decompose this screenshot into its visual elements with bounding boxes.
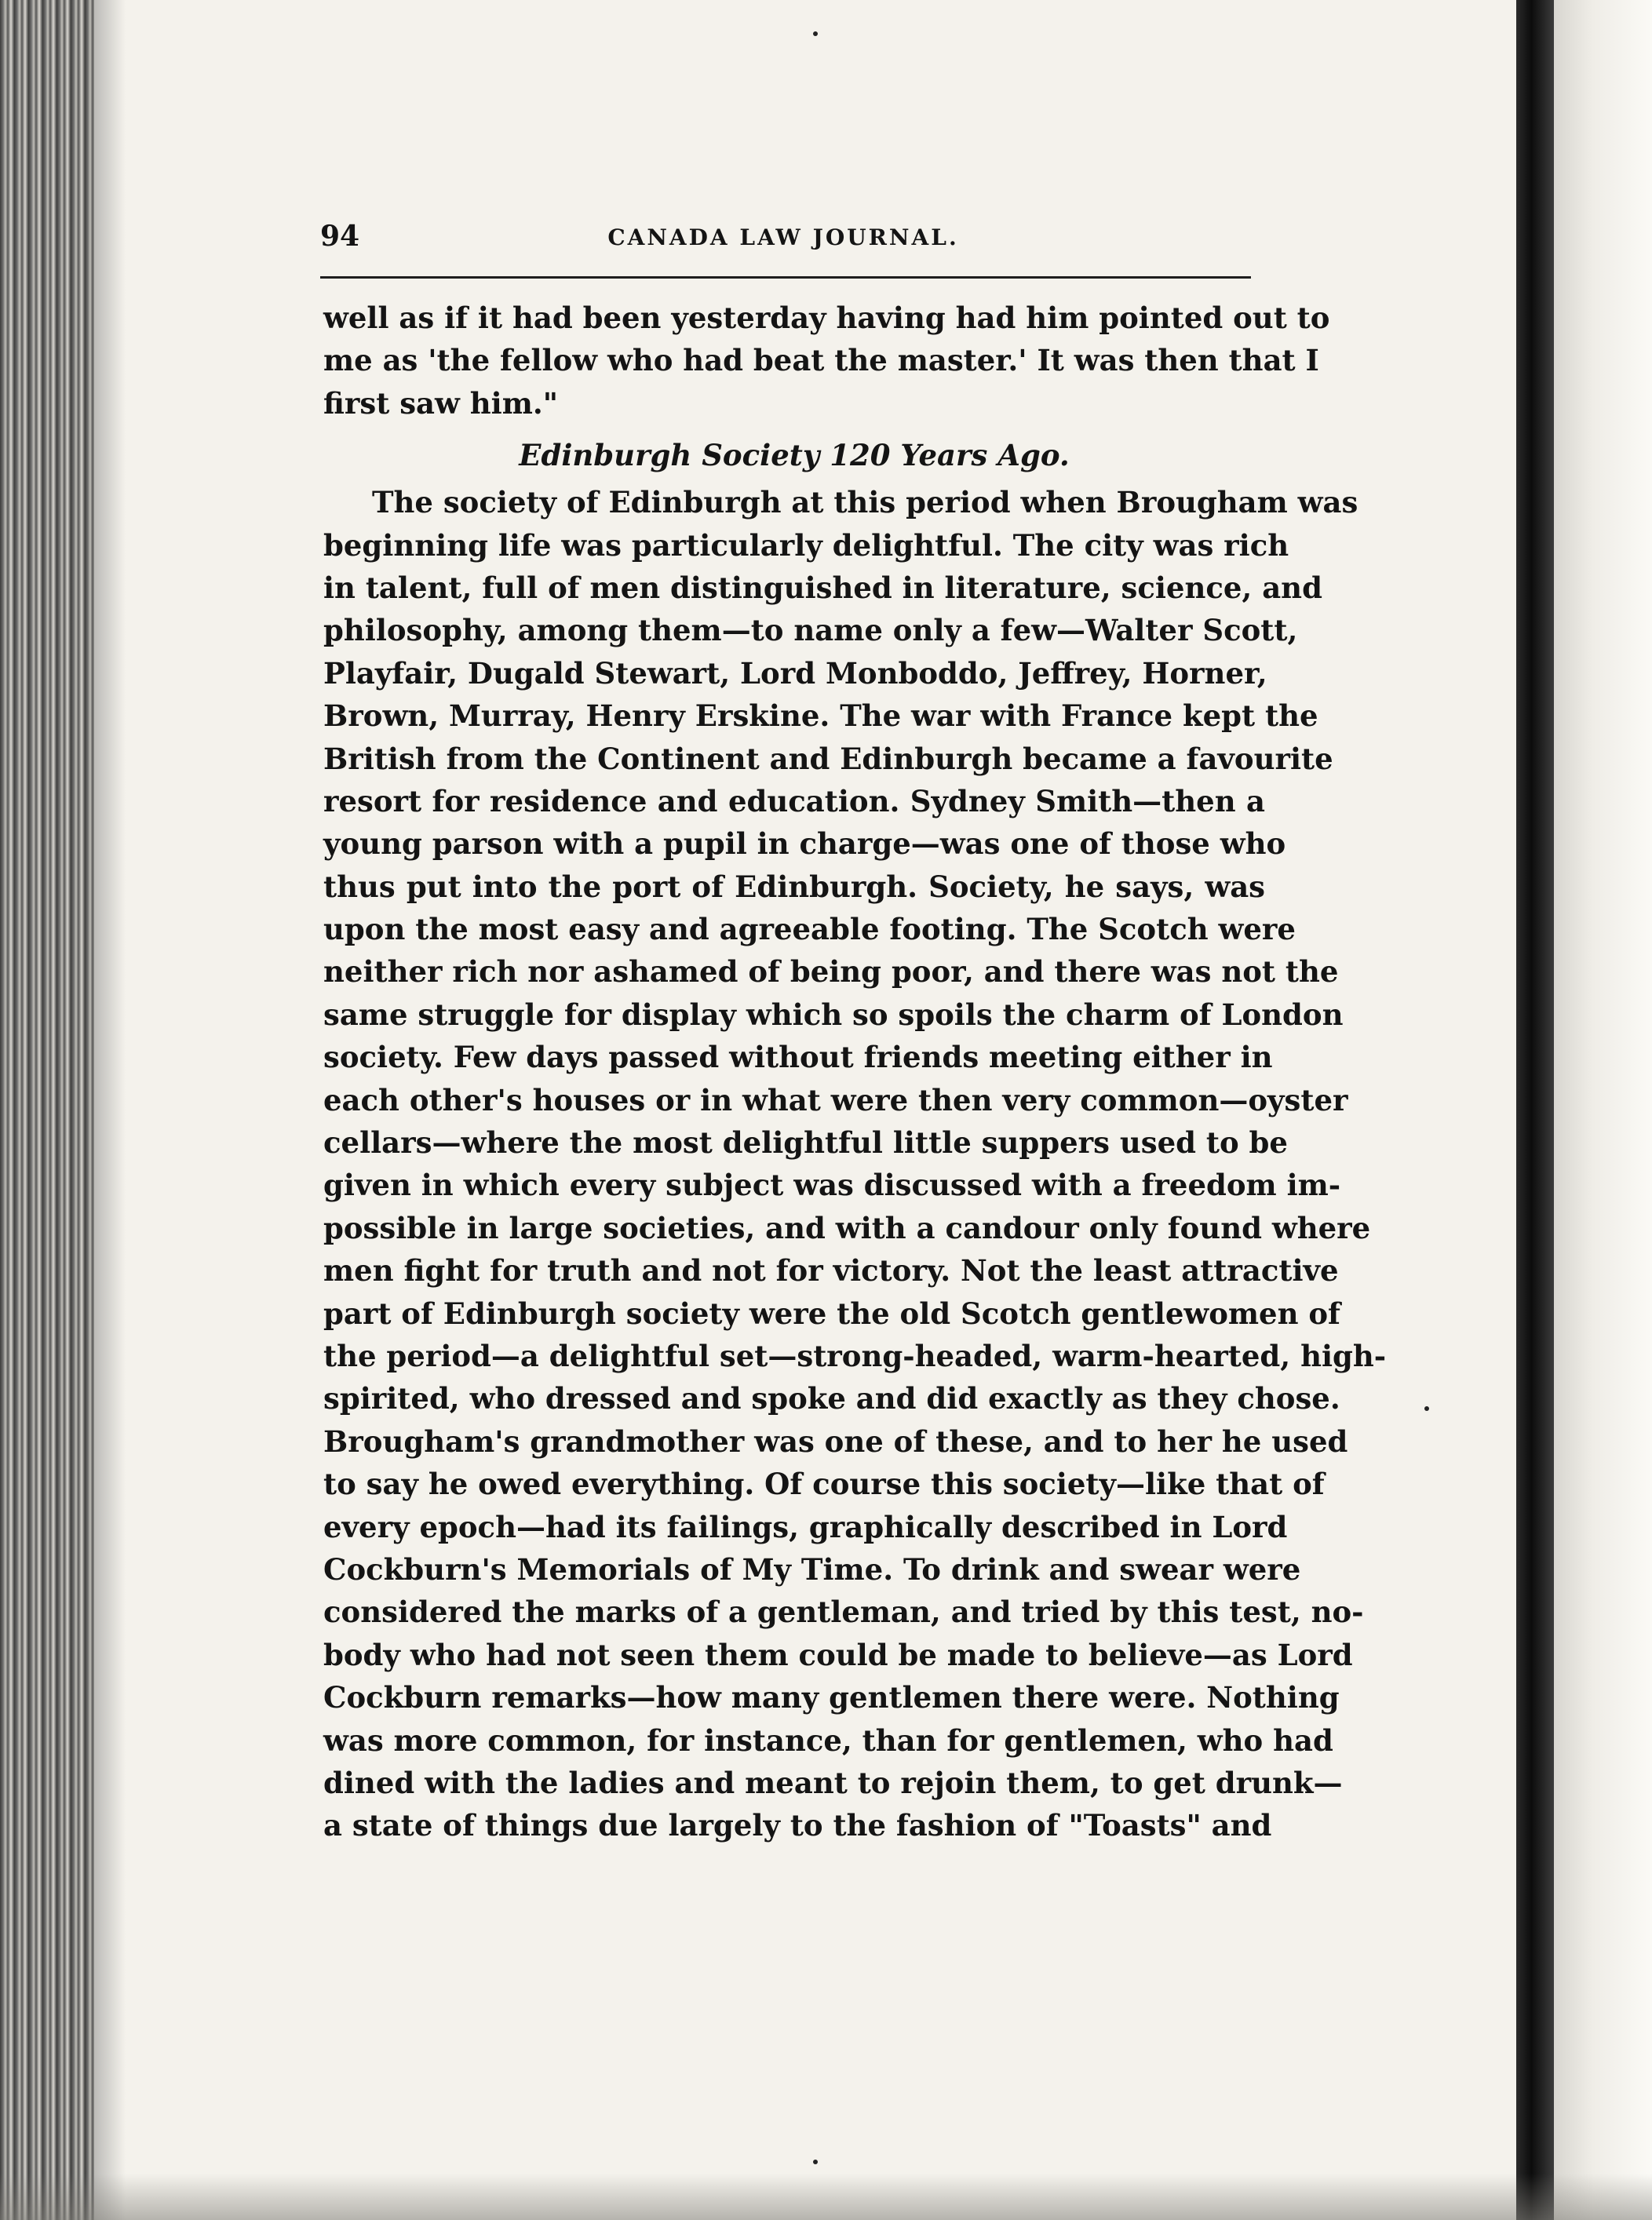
scan-right-page-edge xyxy=(1554,0,1652,2220)
text-line: cellars—where the most delightful little suppers used to be xyxy=(323,1125,1288,1161)
text-line: British from the Continent and Edinburgh became a favourite xyxy=(323,741,1333,776)
text-line: upon the most easy and agreeable footing. The Scotch were xyxy=(323,912,1296,947)
text-line: society. Few days passed without friends meeting either in xyxy=(323,1040,1273,1075)
text-line: part of Edinburgh society were the old Scotch gentlewomen of xyxy=(323,1296,1340,1331)
text-line: Cockburn remarks—how many gentlemen there were. Nothing xyxy=(323,1680,1340,1715)
text-line: each other's houses or in what were then very common—oyster xyxy=(323,1082,1348,1117)
scan-left-edge xyxy=(0,0,94,2220)
scan-speck xyxy=(1424,1406,1429,1411)
text-line: possible in large societies, and with a candour only found where xyxy=(323,1210,1371,1245)
text-line: first saw him." xyxy=(323,385,558,421)
running-head: CANADA LAW JOURNAL. xyxy=(607,224,959,250)
scan-right-binding xyxy=(1516,0,1554,2220)
text-line: Playfair, Dugald Stewart, Lord Monboddo, Jeffrey, Horner, xyxy=(323,655,1267,691)
text-line: men fight for truth and not for victory. Not the least attractive xyxy=(323,1253,1339,1289)
text-line: a state of things due largely to the fashion of "Toasts" and xyxy=(323,1808,1272,1843)
text-line: same struggle for display which so spoils the charm of London xyxy=(323,997,1344,1032)
text-line: Brougham's grandmother was one of these, and to her he used xyxy=(323,1423,1348,1459)
scan-speck xyxy=(813,31,818,36)
section-title: Edinburgh Society 120 Years Ago. xyxy=(519,438,1070,473)
article-text xyxy=(323,297,1387,1847)
text-line: was more common, for instance, than for gentlemen, who had xyxy=(323,1722,1333,1758)
page-number: 94 xyxy=(320,220,360,253)
scan-speck xyxy=(813,2160,818,2164)
text-line: considered the marks of a gentleman, and tried by this test, no- xyxy=(323,1595,1364,1630)
header-rule xyxy=(320,276,1251,279)
text-line: body who had not seen them could be made to believe—as Lord xyxy=(323,1637,1353,1672)
page-header xyxy=(320,220,1246,267)
text-line: the period—a delightful set—strong-headed, warm-hearted, high- xyxy=(323,1338,1387,1373)
text-line: every epoch—had its failings, graphically described in Lord xyxy=(323,1509,1288,1544)
text-line: thus put into the port of Edinburgh. Society, he says, was xyxy=(323,869,1265,904)
text-line: philosophy, among them—to name only a few—Walter Scott, xyxy=(323,613,1298,648)
text-line: given in which every subject was discussed with a freedom im- xyxy=(323,1168,1341,1203)
text-line: me as 'the fellow who had beat the master.' It was then that I xyxy=(323,343,1319,378)
text-line: beginning life was particularly delightful. The city was rich xyxy=(323,527,1289,563)
text-line: Brown, Murray, Henry Erskine. The war with France kept the xyxy=(323,698,1318,734)
scan-bottom-edge xyxy=(0,2174,1652,2220)
text-line: resort for residence and education. Sydney Smith—then a xyxy=(323,783,1265,818)
text-line: dined with the ladies and meant to rejoin them, to get drunk— xyxy=(323,1765,1343,1800)
text-line: Cockburn's Memorials of My Time. To drink and swear were xyxy=(323,1551,1301,1587)
text-line: neither rich nor ashamed of being poor, and there was not the xyxy=(323,954,1339,990)
text-line: The society of Edinburgh at this period when Brougham was xyxy=(372,485,1358,520)
text-line: young parson with a pupil in charge—was one of those who xyxy=(323,826,1286,862)
scan-left-shadow xyxy=(94,0,126,2220)
text-line: in talent, full of men distinguished in literature, science, and xyxy=(323,570,1322,605)
text-line: to say he owed everything. Of course this society—like that of xyxy=(323,1467,1325,1502)
text-line: spirited, who dressed and spoke and did exactly as they chose. xyxy=(323,1381,1340,1416)
text-line: well as if it had been yesterday having had him pointed out to xyxy=(323,301,1330,335)
